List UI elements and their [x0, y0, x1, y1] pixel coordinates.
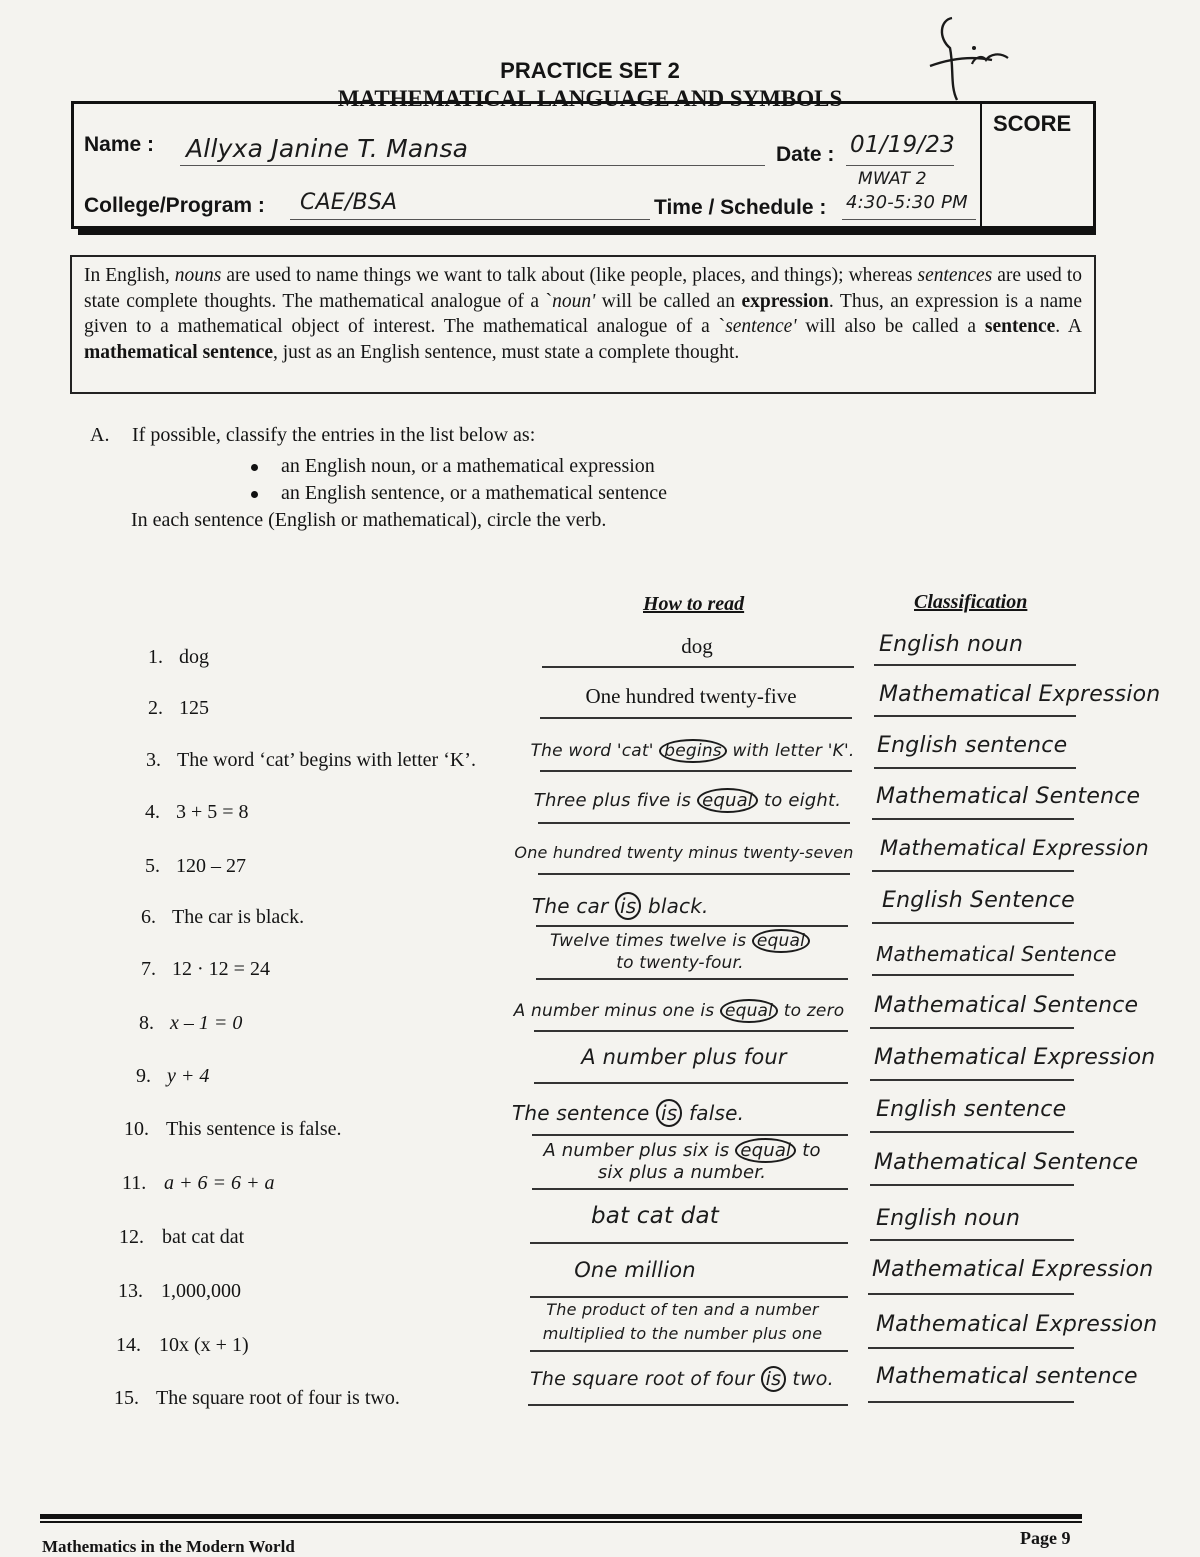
intro-text: , just as an English sentence, must state a complete thought.: [272, 341, 740, 363]
intro-bold: expression: [741, 290, 829, 312]
item-number: 4.: [145, 801, 160, 823]
date-value[interactable]: 01/19/23: [850, 132, 955, 158]
answer-line: [530, 1350, 848, 1352]
item-6-reading[interactable]: [532, 895, 772, 917]
item-number: 12.: [119, 1226, 144, 1248]
intro-emphasis: sentence': [725, 316, 797, 337]
item-text: 125: [179, 697, 209, 719]
intro-text: . Thus, an expression is a name given to a mathematical object of interest. The mathematical analogue of a `: [84, 290, 1082, 337]
answer-line: [874, 664, 1076, 666]
answer-line: [528, 1404, 848, 1406]
reading-text: A number minus one is: [513, 1001, 715, 1021]
item-14-classification[interactable]: Mathematical Expression: [876, 1312, 1158, 1337]
item-number: 3.: [146, 749, 161, 771]
item-1-classification[interactable]: English noun: [879, 632, 1024, 657]
reading-text: The car: [532, 894, 609, 918]
item-9-classification[interactable]: Mathematical Expression: [874, 1045, 1156, 1070]
answer-line: [872, 974, 1074, 976]
item-12-reading[interactable]: bat cat dat: [590, 1203, 719, 1229]
item-text: 12 · 12 = 24: [172, 958, 270, 980]
item-number: 14.: [116, 1334, 141, 1356]
name-value[interactable]: Allyxa Janine T. Mansa: [186, 134, 469, 163]
item-5-prompt: [145, 855, 246, 878]
item-7-classification[interactable]: Mathematical Sentence: [876, 942, 1117, 966]
item-text: 10x (x + 1): [159, 1334, 249, 1356]
item-11-classification[interactable]: Mathematical Sentence: [874, 1150, 1139, 1175]
item-6-prompt: [141, 906, 304, 929]
time-label: Time / Schedule :: [654, 196, 827, 219]
reading-text: two.: [792, 1368, 834, 1390]
page-title-line2: MATHEMATICAL LANGUAGE AND SYMBOLS: [337, 86, 843, 111]
section-letter: A.: [90, 424, 110, 446]
item-text: The square root of four is two.: [156, 1387, 400, 1409]
intro-text: will also be called a: [796, 316, 985, 337]
bullet-item: [281, 455, 655, 478]
reading-text: six plus a number.: [597, 1162, 767, 1183]
intro-emphasis: nouns: [174, 265, 222, 286]
date-underline: [846, 165, 954, 166]
item-3-classification[interactable]: English sentence: [877, 733, 1068, 758]
item-4-prompt: [145, 801, 249, 824]
intro-bold: sentence: [984, 316, 1056, 337]
intro-emphasis: sentences: [917, 265, 993, 286]
answer-line: [538, 873, 850, 875]
item-text: 1,000,000: [161, 1280, 241, 1302]
answer-line: [872, 870, 1074, 872]
item-number: 9.: [136, 1065, 151, 1087]
item-15-reading[interactable]: [512, 1368, 852, 1390]
reading-text: false.: [689, 1101, 745, 1125]
item-text: 120 – 27: [176, 855, 246, 877]
item-15-classification[interactable]: Mathematical sentence: [876, 1364, 1138, 1389]
item-number: 1.: [148, 646, 163, 668]
circled-verb: equal: [735, 1138, 796, 1163]
answer-line: [870, 1131, 1074, 1133]
reading-text: The product of ten and a number: [546, 1300, 819, 1319]
item-7-reading[interactable]: [520, 930, 840, 974]
item-text: The word ‘cat’ begins with letter ‘K’.: [177, 749, 476, 771]
answer-line: [532, 1188, 848, 1190]
circled-verb: is: [656, 1099, 682, 1127]
answer-line: [530, 1242, 848, 1244]
item-15-prompt: [114, 1387, 400, 1410]
intro-bold: mathematical sentence: [84, 341, 273, 363]
item-10-classification[interactable]: English sentence: [876, 1097, 1067, 1122]
intro-text: are used to name things we want to talk about (like people, places, and things); whereas: [221, 265, 918, 286]
circled-verb: equal: [720, 999, 778, 1023]
time-underline: [842, 219, 976, 220]
footer-rule-thin: [40, 1521, 1082, 1523]
reading-text: to: [802, 1140, 821, 1161]
footer-rule: [40, 1514, 1082, 1519]
circled-verb: equal: [697, 788, 758, 813]
item-text: y + 4: [167, 1065, 210, 1087]
answer-line: [868, 1401, 1074, 1403]
bullet-text: an English sentence, or a mathematical sentence: [281, 482, 667, 504]
answer-line: [538, 822, 850, 824]
circled-verb: begins: [659, 739, 727, 763]
answer-line: [540, 770, 852, 772]
item-text: dog: [179, 646, 209, 668]
item-text: The car is black.: [172, 906, 305, 928]
reading-text: Three plus five is: [533, 790, 692, 811]
item-text: x – 1 = 0: [170, 1012, 243, 1034]
name-label: Name :: [84, 133, 155, 156]
header-box-shadow: [78, 226, 1096, 235]
answer-line: [874, 715, 1076, 717]
item-14-reading[interactable]: [510, 1298, 855, 1346]
intro-emphasis: noun': [552, 290, 596, 312]
answer-line: [536, 978, 848, 980]
item-2-prompt: [148, 697, 209, 720]
item-4-reading[interactable]: [520, 790, 855, 812]
item-9-prompt: [136, 1065, 209, 1088]
answer-line: [532, 1134, 848, 1136]
item-5-reading[interactable]: One hundred twenty minus twenty-seven: [514, 843, 854, 862]
item-11-prompt: [122, 1172, 275, 1195]
item-2-reading[interactable]: One hundred twenty-five: [585, 684, 797, 708]
answer-line: [872, 922, 1074, 924]
item-4-classification[interactable]: Mathematical Sentence: [876, 784, 1141, 809]
item-8-prompt: [139, 1012, 242, 1035]
reading-text: with letter 'K'.: [732, 741, 855, 761]
item-14-prompt: [116, 1334, 249, 1357]
item-1-reading[interactable]: dog: [681, 634, 713, 658]
instruction-text: If possible, classify the entries in the list below as:: [132, 424, 536, 446]
answer-line: [868, 1347, 1074, 1349]
classification-header: Classification: [914, 591, 1028, 613]
reading-text: A number plus six is: [543, 1140, 730, 1161]
bullet-text: an English noun, or a mathematical expression: [281, 455, 655, 477]
reading-text: to zero: [783, 1001, 845, 1021]
item-number: 15.: [114, 1387, 139, 1409]
answer-line: [870, 1027, 1074, 1029]
answer-line: [542, 666, 854, 668]
item-8-classification[interactable]: Mathematical Sentence: [874, 993, 1139, 1018]
item-10-prompt: [124, 1118, 342, 1141]
item-13-reading[interactable]: One million: [574, 1258, 696, 1282]
item-text: bat cat dat: [162, 1226, 245, 1248]
item-12-prompt: [119, 1226, 244, 1249]
schedule-code[interactable]: MWAT 2: [858, 169, 927, 189]
item-9-reading[interactable]: A number plus four: [581, 1045, 787, 1069]
item-number: 11.: [122, 1172, 147, 1194]
circled-verb: is: [615, 892, 641, 920]
answer-line: [534, 1030, 848, 1032]
item-12-classification[interactable]: English noun: [876, 1206, 1021, 1231]
intro-text: In English,: [84, 265, 175, 286]
answer-line: [536, 925, 848, 927]
item-6-classification[interactable]: English Sentence: [882, 888, 1075, 913]
item-5-classification[interactable]: Mathematical Expression: [880, 836, 1149, 860]
item-text: This sentence is false.: [166, 1118, 342, 1140]
bullet-item: [281, 482, 667, 505]
college-underline: [290, 219, 650, 220]
score-label: SCORE: [993, 111, 1072, 136]
bullet-dot: [251, 464, 258, 471]
item-text: a + 6 = 6 + a: [164, 1172, 275, 1194]
intro-text: will be called an: [595, 290, 742, 312]
page-title-line1: PRACTICE SET 2: [500, 58, 680, 83]
score-divider: [980, 104, 982, 226]
item-11-reading[interactable]: [512, 1140, 852, 1184]
item-2-classification[interactable]: Mathematical Expression: [879, 682, 1161, 707]
intro-text: . A: [1055, 316, 1083, 337]
reading-text: The square root of four: [530, 1368, 755, 1390]
date-label: Date :: [776, 143, 835, 166]
footer-page-number: Page 9: [1020, 1528, 1071, 1548]
answer-line: [534, 1082, 848, 1084]
reading-text: black.: [647, 894, 709, 918]
item-number: 6.: [141, 906, 156, 928]
item-13-classification[interactable]: Mathematical Expression: [872, 1257, 1154, 1282]
item-3-reading[interactable]: [525, 740, 860, 762]
time-value[interactable]: 4:30-5:30 PM: [846, 192, 968, 213]
item-1-prompt: [148, 646, 209, 669]
answer-line: [872, 818, 1074, 820]
section-a-instruction: [90, 424, 535, 447]
reading-text: to eight.: [763, 790, 842, 811]
item-number: 5.: [145, 855, 160, 877]
reading-text: to twenty-four.: [616, 953, 744, 973]
item-number: 13.: [118, 1280, 143, 1302]
item-7-prompt: [141, 958, 270, 981]
college-value[interactable]: CAE/BSA: [300, 190, 398, 215]
answer-line: [870, 1239, 1074, 1241]
reading-text: The sentence: [512, 1101, 650, 1125]
name-underline: [180, 165, 765, 166]
item-number: 2.: [148, 697, 163, 719]
item-10-reading[interactable]: [512, 1102, 772, 1124]
intro-text: are used to state complete thoughts. The mathematical analogue of a `: [84, 265, 1082, 312]
answer-line: [868, 1293, 1074, 1295]
item-number: 7.: [141, 958, 156, 980]
answer-line: [874, 767, 1076, 769]
circled-verb: equal: [752, 929, 810, 953]
answer-line: [870, 1184, 1074, 1186]
circle-verb-note: In each sentence (English or mathematical), circle the verb.: [131, 509, 607, 531]
how-to-read-header: How to read: [643, 593, 745, 615]
reading-text: multiplied to the number plus one: [542, 1324, 823, 1343]
intro-paragraph: [70, 255, 1096, 394]
answer-line: [870, 1079, 1074, 1081]
signature-mark: [912, 8, 1022, 108]
item-number: 10.: [124, 1118, 149, 1140]
reading-text: The word 'cat': [530, 741, 654, 761]
footer-course-name: Mathematics in the Modern World: [42, 1537, 295, 1556]
answer-line: [540, 717, 852, 719]
item-number: 8.: [139, 1012, 154, 1034]
item-13-prompt: [118, 1280, 241, 1303]
item-3-prompt: [146, 749, 476, 772]
item-text: 3 + 5 = 8: [176, 801, 249, 823]
college-label: College/Program :: [84, 194, 265, 217]
circled-verb: is: [761, 1366, 787, 1392]
item-8-reading[interactable]: [506, 1000, 852, 1022]
bullet-dot: [251, 491, 258, 498]
reading-text: Twelve times twelve is: [549, 931, 747, 951]
